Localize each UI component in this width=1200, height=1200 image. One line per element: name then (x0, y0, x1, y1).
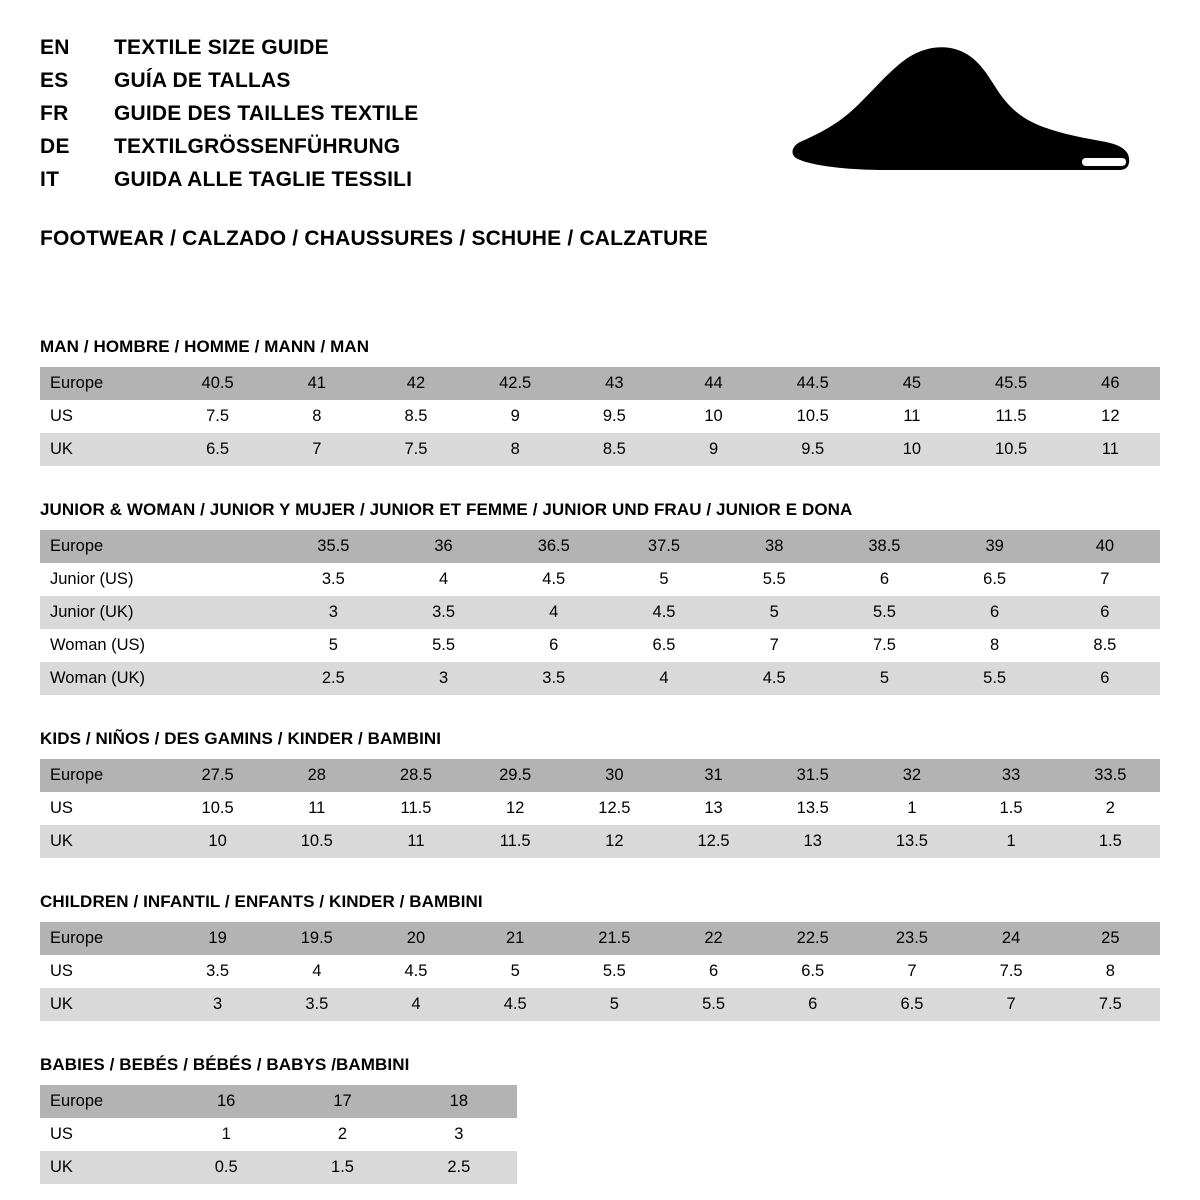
cell: 23.5 (862, 922, 961, 955)
cell: 3 (278, 596, 388, 629)
cell: 6 (1050, 596, 1160, 629)
cell: 9.5 (763, 433, 862, 466)
cell: 8 (267, 400, 366, 433)
cell: 21.5 (565, 922, 664, 955)
cell: 2.5 (401, 1151, 517, 1184)
section-title: KIDS / NIÑOS / DES GAMINS / KINDER / BAMBINI (40, 729, 442, 748)
table-row (40, 530, 1160, 563)
cell: 9 (664, 433, 763, 466)
cell: 13 (664, 792, 763, 825)
cell: 6.5 (763, 955, 862, 988)
cell: 5 (565, 988, 664, 1021)
cell: 11.5 (466, 825, 565, 858)
cell: 33.5 (1061, 759, 1160, 792)
row-label: Woman (US) (40, 629, 168, 662)
cell: 13.5 (763, 792, 862, 825)
section-title: JUNIOR & WOMAN / JUNIOR Y MUJER / JUNIOR ET FEMME / JUNIOR UND FRAU / JUNIOR E DONA (40, 500, 853, 519)
cell: 6.5 (862, 988, 961, 1021)
row-label: Europe (40, 530, 168, 563)
cell: 5 (829, 662, 939, 695)
cell: 32 (862, 759, 961, 792)
size-table-babies (40, 1085, 517, 1184)
cell: 42.5 (466, 367, 565, 400)
cell: 13 (763, 825, 862, 858)
row-label: UK (40, 433, 168, 466)
section-junior-woman (40, 500, 1160, 695)
cell: 10.5 (763, 400, 862, 433)
row-label: US (40, 792, 168, 825)
cell: 8 (940, 629, 1050, 662)
table-row (40, 955, 1160, 988)
cell: 7.5 (829, 629, 939, 662)
cell: 4 (499, 596, 609, 629)
language-title: GUIDA ALLE TAGLIE TESSILI (114, 168, 413, 191)
cell: 5 (609, 563, 719, 596)
language-code: FR (40, 102, 69, 125)
cell: 45.5 (962, 367, 1061, 400)
cell: 31.5 (763, 759, 862, 792)
row-label: Junior (US) (40, 563, 168, 596)
dress-shoe-icon (780, 36, 1160, 171)
cell: 44 (664, 367, 763, 400)
size-table-children (40, 922, 1160, 1021)
language-row (40, 36, 418, 69)
cell: 6 (940, 596, 1050, 629)
cell: 39 (940, 530, 1050, 563)
cell: 31 (664, 759, 763, 792)
cell: 6 (664, 955, 763, 988)
cell: 9 (466, 400, 565, 433)
cell: 6 (763, 988, 862, 1021)
cell: 3.5 (168, 955, 267, 988)
size-table-kids (40, 759, 1160, 858)
cell: 1 (862, 792, 961, 825)
category-title: FOOTWEAR / CALZADO / CHAUSSURES / SCHUHE / CALZATURE (40, 227, 709, 250)
size-table-man (40, 367, 1160, 466)
cell (168, 563, 278, 596)
row-label: UK (40, 988, 168, 1021)
cell: 6.5 (168, 433, 267, 466)
cell: 3.5 (278, 563, 388, 596)
cell: 1 (962, 825, 1061, 858)
cell: 7 (719, 629, 829, 662)
cell: 12.5 (565, 792, 664, 825)
row-label: Europe (40, 367, 168, 400)
language-row (40, 102, 418, 135)
cell: 3 (388, 662, 498, 695)
section-kids (40, 729, 1160, 858)
cell: 38 (719, 530, 829, 563)
cell: 8.5 (565, 433, 664, 466)
cell: 4 (366, 988, 465, 1021)
cell: 36 (388, 530, 498, 563)
cell: 6 (829, 563, 939, 596)
cell: 7.5 (962, 955, 1061, 988)
section-title: MAN / HOMBRE / HOMME / MANN / MAN (40, 337, 370, 356)
cell: 10 (862, 433, 961, 466)
cell: 1.5 (284, 1151, 400, 1184)
cell (168, 530, 278, 563)
cell: 6 (1050, 662, 1160, 695)
table-row (40, 825, 1160, 858)
table-row (40, 1118, 517, 1151)
cell (168, 596, 278, 629)
cell: 5 (719, 596, 829, 629)
cell: 2 (1061, 792, 1160, 825)
cell: 12 (1061, 400, 1160, 433)
cell: 10.5 (267, 825, 366, 858)
cell: 6.5 (940, 563, 1050, 596)
cell: 42 (366, 367, 465, 400)
table-row (40, 759, 1160, 792)
cell: 7.5 (366, 433, 465, 466)
cell: 4.5 (466, 988, 565, 1021)
table-row (40, 1151, 517, 1184)
table-row (40, 922, 1160, 955)
cell: 11 (862, 400, 961, 433)
cell (168, 662, 278, 695)
cell: 18 (401, 1085, 517, 1118)
cell: 1.5 (1061, 825, 1160, 858)
section-title: CHILDREN / INFANTIL / ENFANTS / KINDER / BAMBINI (40, 892, 483, 911)
cell: 10 (664, 400, 763, 433)
row-label: Europe (40, 922, 168, 955)
cell: 8 (1061, 955, 1160, 988)
cell: 7.5 (168, 400, 267, 433)
cell: 44.5 (763, 367, 862, 400)
cell: 40 (1050, 530, 1160, 563)
cell: 6 (499, 629, 609, 662)
cell: 1 (168, 1118, 284, 1151)
cell: 22.5 (763, 922, 862, 955)
cell: 33 (962, 759, 1061, 792)
cell: 11.5 (962, 400, 1061, 433)
table-row (40, 1085, 517, 1118)
cell: 22 (664, 922, 763, 955)
cell: 11.5 (366, 792, 465, 825)
cell: 6.5 (609, 629, 719, 662)
cell: 12 (565, 825, 664, 858)
table-row (40, 433, 1160, 466)
row-label: US (40, 955, 168, 988)
table-row (40, 596, 1160, 629)
table-row (40, 792, 1160, 825)
cell: 10 (168, 825, 267, 858)
cell: 28 (267, 759, 366, 792)
section-babies (40, 1055, 1160, 1184)
cell: 43 (565, 367, 664, 400)
cell: 4 (267, 955, 366, 988)
cell: 3.5 (388, 596, 498, 629)
cell: 4.5 (366, 955, 465, 988)
language-title: GUIDE DES TAILLES TEXTILE (114, 102, 419, 125)
table-row (40, 367, 1160, 400)
row-label: US (40, 1118, 168, 1151)
section-man (40, 337, 1160, 466)
table-row (40, 629, 1160, 662)
cell: 7 (267, 433, 366, 466)
cell: 29.5 (466, 759, 565, 792)
language-row (40, 135, 418, 168)
cell: 37.5 (609, 530, 719, 563)
language-title: TEXTILGRÖSSENFÜHRUNG (114, 135, 401, 158)
language-list (40, 36, 418, 201)
cell: 7 (1050, 563, 1160, 596)
cell: 7 (862, 955, 961, 988)
cell: 36.5 (499, 530, 609, 563)
cell: 5.5 (565, 955, 664, 988)
cell: 2.5 (278, 662, 388, 695)
cell (168, 629, 278, 662)
cell: 4 (388, 563, 498, 596)
cell: 5.5 (829, 596, 939, 629)
cell: 5 (278, 629, 388, 662)
cell: 1.5 (962, 792, 1061, 825)
table-row (40, 988, 1160, 1021)
cell: 2 (284, 1118, 400, 1151)
cell: 41 (267, 367, 366, 400)
cell: 4 (609, 662, 719, 695)
cell: 25 (1061, 922, 1160, 955)
language-code: ES (40, 69, 69, 92)
cell: 9.5 (565, 400, 664, 433)
language-code: DE (40, 135, 70, 158)
section-title: BABIES / BEBÉS / BÉBÉS / BABYS /BAMBINI (40, 1055, 410, 1074)
cell: 46 (1061, 367, 1160, 400)
cell: 12.5 (664, 825, 763, 858)
cell: 17 (284, 1085, 400, 1118)
cell: 7 (962, 988, 1061, 1021)
cell: 30 (565, 759, 664, 792)
cell: 28.5 (366, 759, 465, 792)
cell: 5.5 (940, 662, 1050, 695)
cell: 11 (267, 792, 366, 825)
language-title: GUÍA DE TALLAS (114, 69, 291, 92)
cell: 3.5 (267, 988, 366, 1021)
cell: 0.5 (168, 1151, 284, 1184)
section-children (40, 892, 1160, 1021)
size-table-junior-woman (40, 530, 1160, 695)
cell: 7.5 (1061, 988, 1160, 1021)
cell: 24 (962, 922, 1061, 955)
cell: 19 (168, 922, 267, 955)
cell: 27.5 (168, 759, 267, 792)
row-label: UK (40, 1151, 168, 1184)
row-label: Junior (UK) (40, 596, 168, 629)
cell: 12 (466, 792, 565, 825)
cell: 11 (1061, 433, 1160, 466)
cell: 10.5 (168, 792, 267, 825)
row-label: Europe (40, 759, 168, 792)
cell: 3 (401, 1118, 517, 1151)
cell: 35.5 (278, 530, 388, 563)
cell: 3 (168, 988, 267, 1021)
cell: 38.5 (829, 530, 939, 563)
cell: 5 (466, 955, 565, 988)
language-code: IT (40, 168, 60, 191)
table-row (40, 400, 1160, 433)
cell: 5.5 (664, 988, 763, 1021)
cell: 19.5 (267, 922, 366, 955)
cell: 20 (366, 922, 465, 955)
language-row (40, 168, 418, 201)
cell: 8 (466, 433, 565, 466)
table-row (40, 662, 1160, 695)
cell: 5.5 (388, 629, 498, 662)
language-title: TEXTILE SIZE GUIDE (114, 36, 329, 59)
cell: 8.5 (1050, 629, 1160, 662)
cell: 5.5 (719, 563, 829, 596)
cell: 8.5 (366, 400, 465, 433)
row-label: UK (40, 825, 168, 858)
cell: 4.5 (609, 596, 719, 629)
language-row (40, 69, 418, 102)
cell: 10.5 (962, 433, 1061, 466)
cell: 3.5 (499, 662, 609, 695)
row-label: Woman (UK) (40, 662, 168, 695)
cell: 11 (366, 825, 465, 858)
table-row (40, 563, 1160, 596)
row-label: Europe (40, 1085, 168, 1118)
cell: 13.5 (862, 825, 961, 858)
cell: 16 (168, 1085, 284, 1118)
language-code: EN (40, 36, 70, 59)
row-label: US (40, 400, 168, 433)
cell: 4.5 (719, 662, 829, 695)
cell: 4.5 (499, 563, 609, 596)
cell: 40.5 (168, 367, 267, 400)
cell: 45 (862, 367, 961, 400)
header (40, 36, 1160, 201)
cell: 21 (466, 922, 565, 955)
